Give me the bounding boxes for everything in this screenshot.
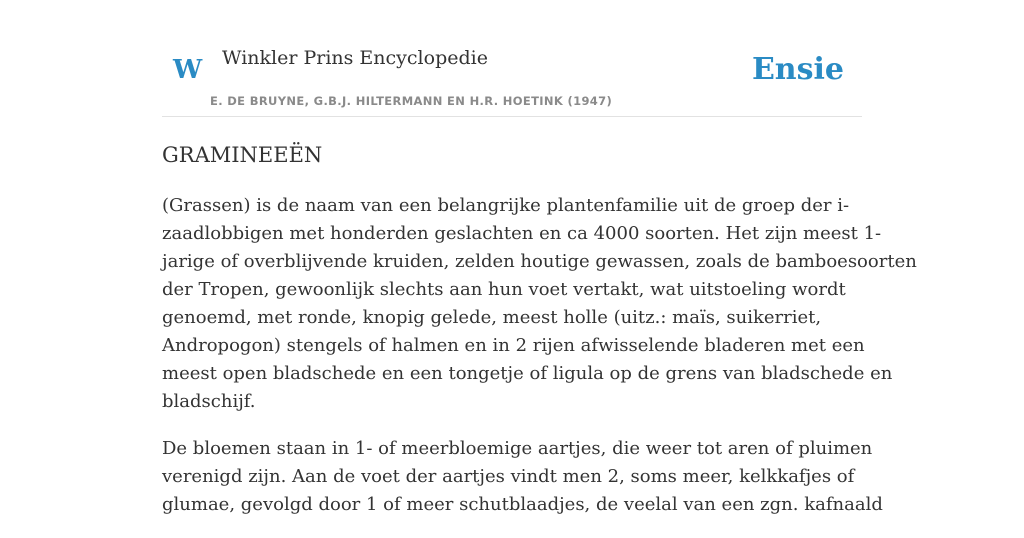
paragraph-1 [162, 192, 917, 416]
logo-icon[interactable]: W [173, 55, 203, 85]
entry-title: GRAMINEEËN [162, 143, 323, 167]
site-header [162, 0, 862, 117]
page [162, 0, 917, 515]
text-line: jarige of overblijvende kruiden, zelden houtige gewassen, zoals de bamboesoorten [162, 251, 917, 272]
text-line: zaadlobbigen met honderden geslachten en ca 4000 soorten. Het zijn meest 1- [162, 223, 882, 244]
authors-byline: E. DE BRUYNE, G.B.J. HILTERMANN EN H.R. HOETINK (1947) [210, 94, 613, 108]
text-line: glumae, gevolgd door 1 of meer schutblaadjes, de veelal van een zgn. kafnaald [162, 494, 883, 515]
text-line: Andropogon) stengels of halmen en in 2 rijen afwisselende bladeren met een [162, 335, 865, 356]
entry-body [162, 192, 917, 538]
text-line: meest open bladschede en een tongetje of ligula op de grens van bladschede en [162, 363, 893, 384]
text-line: der Tropen, gewoonlijk slechts aan hun voet vertakt, wat uitstoeling wordt [162, 279, 846, 300]
site-title-link[interactable]: Winkler Prins Encyclopedie [222, 47, 488, 69]
paragraph-2 [162, 435, 883, 519]
text-line: genoemd, met ronde, knopig gelede, meest holle (uitz.: maïs, suikerriet, [162, 307, 822, 328]
text-line: De bloemen staan in 1- of meerbloemige aartjes, die weer tot aren of pluimen [162, 438, 873, 459]
brand-logo-link[interactable]: Ensie [751, 52, 844, 87]
text-line: verenigd zijn. Aan de voet der aartjes vindt men 2, soms meer, kelkkafjes of [162, 466, 855, 487]
text-line: bladschijf. [162, 391, 256, 412]
text-line: (Grassen) is de naam van een belangrijke plantenfamilie uit de groep der i- [162, 195, 850, 216]
